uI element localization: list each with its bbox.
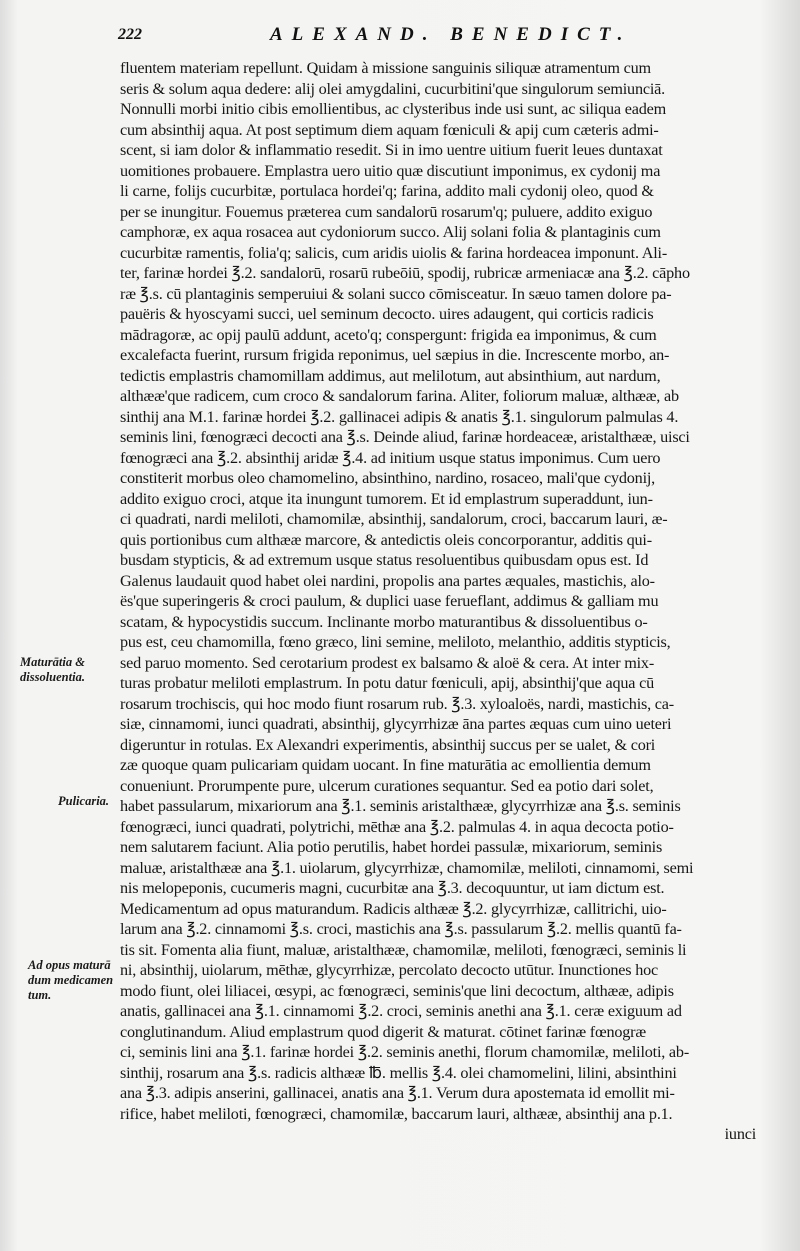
text-line: mādragoræ, ac opij paulū addunt, aceto'q; conspergunt: frigida ea imponimus, & cum [120,325,657,344]
text-line: conueniunt. Prorumpente pure, ulcerum curationes sequantur. Sed ea potio dari solet, [120,776,654,795]
text-line: nis melopeponis, cucumeris magni, cucurbitæ ana ℥.3. decoquuntur, ut iam dictum est. [120,879,665,897]
text-line: fluentem materiam repellunt. Quidam à missione sanguinis siliquæ atramentum cum [120,59,651,77]
text-line: sed paruo momento. Sed cerotarium prodest ex balsamo & aloë & cera. At inter mix- [120,653,655,672]
margin-note-maturantia [20,655,120,685]
page-number: 222 [118,26,142,43]
text-line: ci, seminis lini ana ℥.1. farinæ hordei ℥.2. seminis anethi, florum chamomilæ, meliloti, ab- [120,1043,690,1061]
margin-note-line: tum. [28,988,52,1002]
text-line: conglutinandum. Aliud emplastrum quod digerit & maturat. cōtinet farinæ fœnogræ [120,1022,646,1041]
text-line: fœnogræci, iunci quadrati, polytrichi, mēthæ ana ℥.2. palmulas 4. in aqua decocta potio- [120,817,674,836]
text-line: ter, farinæ hordei ℥.2. sandalorū, rosarū rubeōiū, spodij, rubricæ armeniacæ ana ℥.2. cāpho [120,264,690,282]
text-line: fœnogræci ana ℥.2. absinthij aridæ ℥.4. ad initium usque status imponimus. Cum uero [120,448,661,467]
text-line: cucurbitæ ramentis, folia'q; salicis, cum aridis uiolis & farina hordeacea imponunt. Ali- [120,243,668,262]
text-line: tedictis emplastris chamomillam addimus, aut melilotum, aut absinthium, aut nardum, [120,366,661,385]
text-line: ës'que superingeris & croci paulum, & duplici uase ferueflant, addimus & galliam mu [120,592,659,610]
body-text [120,58,762,1145]
margin-note-ad-opus [28,958,128,1003]
text-line: sinthij, rosarum ana ℥.s. radicis althææ ℔. mellis ℥.4. olei chamomelini, lilini, absinthini [120,1063,677,1082]
text-line: excalefacta fuerint, rursum frigida reponimus, uel sæpius in die. Increscente morbo, an- [120,346,670,364]
text-line: siæ, cinnamomi, iunci quadrati, absinthij, glycyrrhizæ āna partes æquas cum uino ueteri [120,715,672,733]
text-line: quis portionibus cum althææ marcore, & antedictis oleis concorporantur, additis qui- [120,530,652,549]
text-line: habet passularum, mixariorum ana ℥.1. seminis aristalthææ, glycyrrhizæ ana ℥.s. seminis [120,797,681,815]
text-line: busdam stypticis, & ad extremum usque status resoluentibus quibusdam opus est. Id [120,551,649,569]
margin-note-line: Ad opus maturā [28,958,111,972]
text-line: Nonnulli morbi initio cibis emollientibus, ac clysteribus inde usi sunt, ac siliqua eadem [120,100,666,118]
text-line: Galenus laudauit quod habet olei nardini, propolis ana partes æquales, mastichis, alo- [120,571,655,590]
text-line: scent, si iam dolor & inflammatio resedit. Si in imo uentre uitium fuerit leues duntaxat [120,141,663,159]
text-line: rifice, habet meliloti, fœnogræci, chamomilæ, baccarum lauri, althææ, absinthij ana p.1. [120,1104,673,1123]
margin-note-line: dum medicamen [28,973,114,987]
text-line: addito exiguo croci, atque ita inungunt tumorem. Et id emplastrum superaddunt, iun- [120,489,653,508]
text-line: seris & solum aqua dedere: alij olei amygdalini, cucurbitini'que singulorum semiunciā. [120,79,665,98]
text-line: Medicamentum ad opus maturandum. Radicis althææ ℥.2. glycyrrhizæ, callitrichi, uio- [120,899,667,918]
text-line: uomitiones probauere. Emplastra uero uitio quæ discutiunt imponimus, ex cydonij ma [120,161,661,180]
text-line: digeruntur in rotulas. Ex Alexandri experimentis, absinthij succus per se ualet, & cori [120,735,656,754]
text-line: ana ℥.3. adipis anserini, gallinacei, anatis ana ℥.1. Verum dura apostemata id emollit mi- [120,1084,675,1102]
text-line: larum ana ℥.2. cinnamomi ℥.s. croci, mastichis ana ℥.s. passularum ℥.2. mellis quantū fa- [120,920,682,938]
text-line: constiterit morbus oleo chamomelino, absinthino, nardino, rosaceo, mali'que cydonij, [120,469,656,487]
margin-note-line: Pulicaria. [58,794,110,808]
text-line: turas probatur meliloti emplastrum. In potu datur fœniculi, apij, absinthij'que aqua cū [120,674,654,692]
margin-note-line: dissoluentia. [20,670,85,684]
page-header [100,24,760,52]
text-line: anatis, gallinacei ana ℥.1. cinnamomi ℥.2. croci, seminis anethi ana ℥.1. ceræ exiguum ad [120,1002,682,1020]
text-line: li carne, folijs cucurbitæ, portulaca hordei'q; farina, addito mali cydonij oleo, quod & [120,182,654,200]
text-line: seminis lini, fœnogræci decocti ana ℥.s. Deinde aliud, farinæ hordeaceæ, aristalthææ, uisci [120,428,690,446]
text-line: modo fiunt, olei liliacei, œsypi, ac fœnogræci, seminis'que lini decoctum, althææ, adipis [120,981,674,1000]
text-line: scatam, & hypocystidis succum. Inclinante morbo maturantibus & dissoluentibus o- [120,612,648,631]
margin-note-line: Maturātia & [20,655,85,669]
text-line: per se inungitur. Fouemus præterea cum sandalorū rosarum'q; puluere, addito exiguo [120,202,653,221]
text-line: pus est, ceu chamomilla, fœno græco, lini semine, meliloto, melanthio, additis stypticis, [120,633,671,651]
text-line: iunci [724,1125,756,1143]
text-line: ræ ℥.s. cū plantaginis semperuiui & solani succo cōmisceatur. In sæuo tamen dolore pa- [120,284,672,303]
text-line: ni, absinthij, uiolarum, mēthæ, glycyrrhizæ, percolato decocto utūtur. Inunctiones hoc [120,961,658,979]
text-line: nem salutarem faciunt. Alia potio perutilis, habet hordei passulæ, mixariorum, seminis [120,838,663,856]
text-line: camphoræ, ex aqua rosacea aut cydoniorum succo. Alij solani folia & plantaginis cum [120,223,661,241]
text-line: zæ quoque quam pulicariam quidam uocant. In fine maturātia ac emollientia demum [120,756,651,774]
text-line: pauëris & hyoscyami succi, uel seminum decocto. uires adaugent, qui corticis radicis [120,305,654,323]
text-line: cum absinthij aqua. At post septimum diem aquam fœniculi & apij cum cæteris admi- [120,120,659,139]
running-head: ALEXAND. BENEDICT. [270,24,632,45]
text-line: maluæ, aristalthææ ana ℥.1. uiolarum, glycyrrhizæ, chamomilæ, meliloti, cinnamomi, semi [120,858,694,877]
text-line: sinthij ana M.1. farinæ hordei ℥.2. gallinacei adipis & anatis ℥.1. singulorum palmulas 4. [120,407,679,426]
text-line: ci quadrati, nardi meliloti, chamomilæ, absinthij, sandalorum, croci, baccarum lauri, æ- [120,510,668,528]
text-line: althææ'que radicem, cum croco & sandalorum farina. Aliter, foliorum maluæ, althææ, ab [120,387,679,405]
text-line: tis sit. Fomenta alia fiunt, maluæ, aristalthææ, chamomilæ, meliloti, fœnogræci, seminis li [120,940,687,959]
text-line: rosarum trochiscis, qui hoc modo fiunt rosarum rub. ℥.3. xyloaloës, nardi, mastichis, ca- [120,694,674,713]
